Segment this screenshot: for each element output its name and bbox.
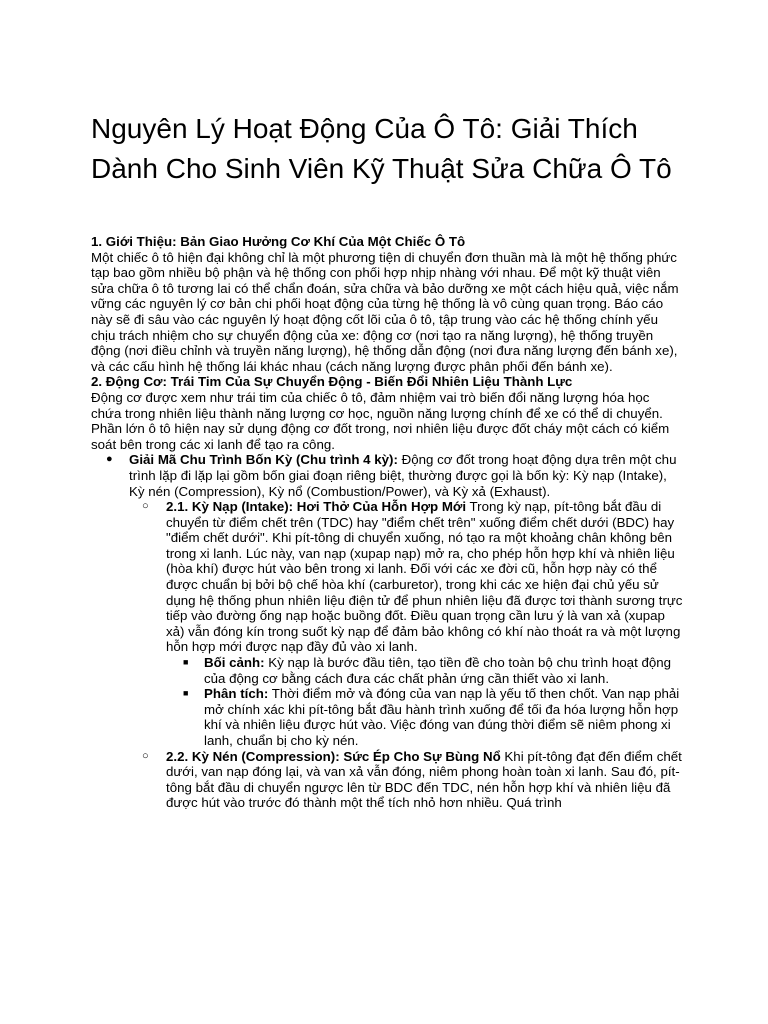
- list-item-text: Trong kỳ nạp, pít-tông bắt đầu di chuyển từ điểm chết trên (TDC) hay "điểm chết trên" xuống điểm chết dưới (BDC) hay "điểm chết dưới". Khi pít-tông di chuyển xuống, nó tạo ra một khoảng chân không bên trong xi lanh. Lúc này, van nạp (xupap nạp) mở ra, cho phép hỗn hợp khí và nhiên liệu (hòa khí) được hút vào bên trong xi lanh. Đối với các xe đời cũ, hỗn hợp này có thể được chuẩn bị bởi bộ chế hòa khí (carburetor), trong khi các xe hiện đại chủ yếu sử dụng hệ thống phun nhiên liệu điện tử để phun nhiên liệu đã được tơi thành sương trực tiếp vào đường ống nạp hoặc buồng đốt. Điều quan trọng cần lưu ý là van xả (xupap xả) vẫn đóng kín trong suốt kỳ nạp để đảm bảo không có khí nào thoát ra và một lượng hỗn hợp mới được nạp đầy đủ vào xi lanh.: [166, 499, 683, 655]
- list-item-text: Động cơ đốt trong hoạt động dựa trên một chu trình lặp đi lặp lại gồm bốn giai đoạn riêng biệt, thường được gọi là bốn kỳ: Kỳ nạp (Intake), Kỳ nén (Compression), Kỳ nổ (Combustion/Power), và Kỳ xả (Exhaust).: [129, 452, 677, 499]
- list-item-analysis: [91, 686, 683, 748]
- section-1-heading: 1. Giới Thiệu: Bản Giao Hưởng Cơ Khí Của Một Chiếc Ô Tô: [91, 234, 466, 249]
- bullet-marker: ●: [106, 453, 113, 466]
- list-item-context: [91, 655, 683, 686]
- section-2-paragraph: Động cơ được xem như trái tim của chiếc ô tô, đảm nhiệm vai trò biến đổi năng lượng hóa học chứa trong nhiên liệu thành năng lượng cơ học, nguồn năng lượng chính để xe có thể di chuyển. Phần lớn ô tô hiện nay sử dụng động cơ đốt trong, nơi nhiên liệu được đốt cháy một cách có kiểm soát bên trong các xi lanh để tạo ra công.: [91, 389, 670, 452]
- document-body: [91, 234, 683, 811]
- list-item-compression-stroke: [91, 749, 683, 811]
- list-item-intake-stroke: [91, 499, 683, 655]
- list-item-bold: Bối cảnh:: [204, 655, 265, 671]
- circle-marker: ○: [142, 500, 149, 513]
- list-item-bold: 2.1. Kỳ Nạp (Intake): Hơi Thở Của Hỗn Hợp Mới: [166, 499, 467, 515]
- bullet-list: [91, 452, 683, 811]
- document-title: Nguyên Lý Hoạt Động Của Ô Tô: Giải Thích Dành Cho Sinh Viên Kỹ Thuật Sửa Chữa Ô Tô: [91, 113, 672, 184]
- list-item-bold: 2.2. Kỳ Nén (Compression): Sức Ép Cho Sự Bùng Nổ: [166, 748, 501, 764]
- circle-marker: ○: [142, 749, 149, 762]
- section-1-paragraph: Một chiếc ô tô hiện đại không chỉ là một phương tiện di chuyển đơn thuần mà là một hệ thống phức tạp bao gồm nhiều bộ phận và hệ thống con phối hợp nhịp nhàng với nhau. Để một kỹ thuật viên sửa chữa ô tô tương lai có thể chẩn đoán, sửa chữa và bảo dưỡng xe một cách hiệu quả, việc nắm vững các nguyên lý cơ bản chi phối hoạt động của từng hệ thống là vô cùng quan trọng. Báo cáo này sẽ đi sâu vào các nguyên lý hoạt động cốt lõi của ô tô, tập trung vào các hệ thống chính yếu chịu trách nhiệm cho sự chuyển động của xe: động cơ (nơi tạo ra năng lượng), hệ thống truyền động (nơi điều chỉnh và truyền năng lượng), hệ thống dẫn động (nơi đưa năng lượng đến bánh xe), và các cấu hình hệ thống lái khác nhau (cách năng lượng được phân phối đến bánh xe).: [91, 249, 679, 374]
- square-marker: ■: [183, 657, 189, 668]
- list-item-text: Kỳ nạp là bước đầu tiên, tạo tiền đề cho toàn bộ chu trình hoạt động của động cơ bằng cách đưa các chất phản ứng cần thiết vào xi lanh.: [204, 655, 672, 686]
- list-item-bold: Giải Mã Chu Trình Bốn Kỳ (Chu trình 4 kỳ):: [129, 452, 398, 468]
- square-marker: ■: [183, 688, 189, 699]
- list-item-four-stroke-cycle: [91, 452, 683, 499]
- list-item-text: Khi pít-tông đạt đến điểm chết dưới, van nạp đóng lại, và van xả vẫn đóng, niêm phong hoàn toàn xi lanh. Sau đó, pít-tông bắt đầu di chuyển ngược lên từ BDC đến TDC, nén hỗn hợp khí và nhiên liệu đã được hút vào trước đó thành một thể tích nhỏ hơn nhiều. Quá trình: [166, 748, 682, 811]
- section-2-heading: 2. Động Cơ: Trái Tim Của Sự Chuyển Động - Biến Đổi Nhiên Liệu Thành Lực: [91, 374, 573, 390]
- list-item-bold: Phân tích:: [204, 686, 269, 702]
- list-item-text: Thời điểm mở và đóng của van nạp là yếu tố then chốt. Van nạp phải mở chính xác khi pít-tông bắt đầu hành trình xuống để tối đa hóa lượng hỗn hợp khí và nhiên liệu được hút vào. Việc đóng van đúng thời điểm sẽ niêm phong xi lanh, chuẩn bị cho kỳ nén.: [204, 686, 680, 748]
